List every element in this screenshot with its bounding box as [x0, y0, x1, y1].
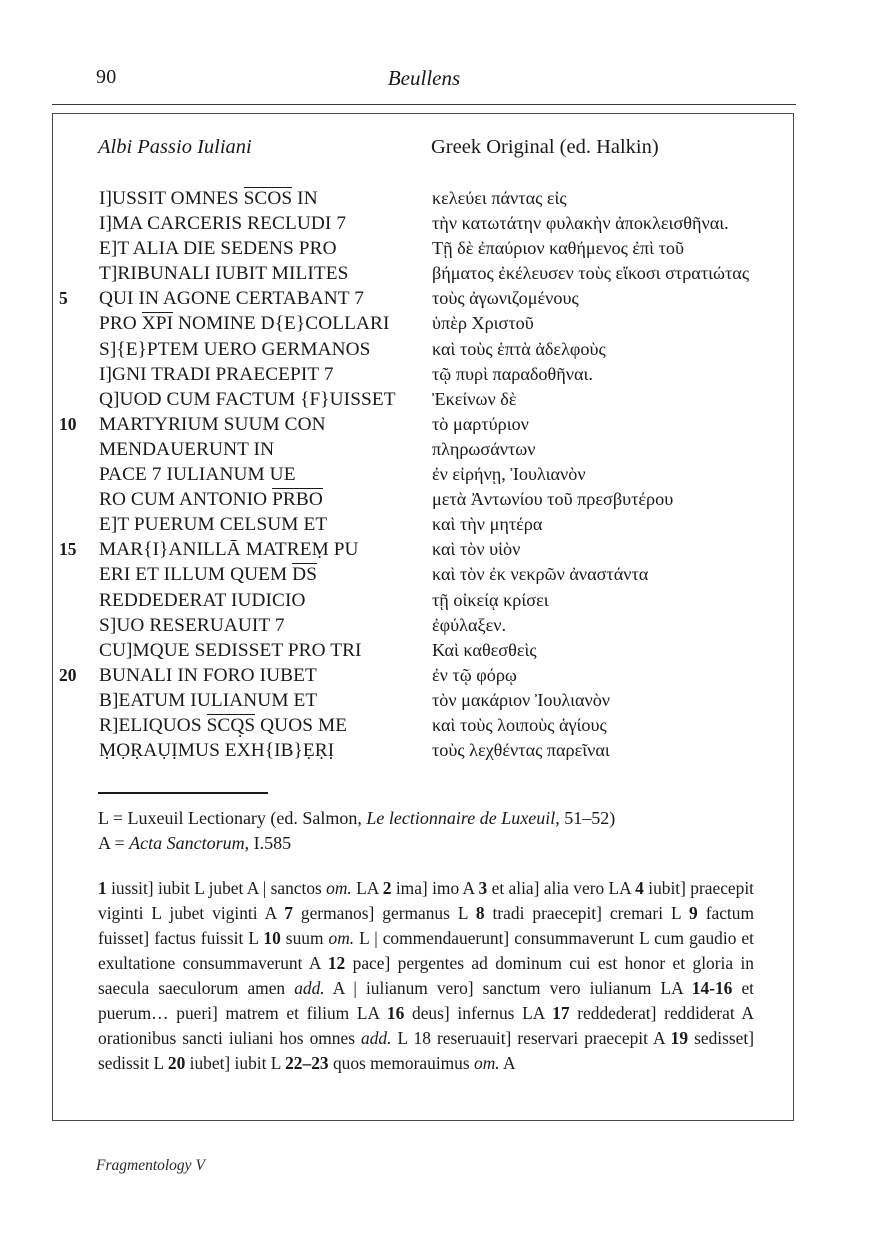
greek-line: τὸ μαρτύριον: [432, 413, 529, 434]
line-number: 10: [59, 413, 77, 434]
sigla-rule: [98, 792, 268, 794]
greek-line: Τῇ δὲ ἐπαύριον καθήμενος ἐπὶ τοῦ: [432, 238, 684, 259]
latin-line: MENDAUERUNT IN: [99, 438, 275, 460]
greek-line: Καὶ καθεσθεὶς: [432, 639, 537, 660]
latin-line: T]RIBUNALI IUBIT MILITES: [99, 263, 349, 285]
line-number: [53, 738, 99, 763]
greek-line: καὶ τοὺς ἑπτὰ ἀδελφοὺς: [432, 338, 606, 359]
line-number: [53, 311, 99, 336]
line-number: [53, 613, 99, 638]
text-line-row: [53, 588, 795, 613]
line-number: 20: [59, 664, 77, 685]
greek-line: καὶ τὴν μητέρα: [432, 514, 543, 535]
line-number: [53, 186, 99, 211]
latin-line: CU]MQUE SEDISSET PRO TRI: [99, 639, 362, 661]
sigla-item-L: L = Luxeuil Lectionary (ed. Salmon, Le lectionnaire de Luxeuil, 51–52): [98, 808, 616, 828]
line-number: [53, 487, 99, 512]
text-line-row: [53, 738, 795, 763]
line-number: [53, 588, 99, 613]
text-line-row: [53, 337, 795, 362]
latin-line: I]MA CARCERIS RECLUDI 7: [99, 213, 347, 235]
latin-line: PRO XPI NOMINE D{E}COLLARI: [99, 313, 390, 335]
line-number: [53, 562, 99, 587]
text-line-row: [53, 412, 795, 437]
latin-line: S]UO RESERUAUIT 7: [99, 614, 285, 636]
text-line-row: [53, 537, 795, 562]
latin-line: I]USSIT OMNES SCOS IN: [99, 188, 318, 209]
greek-line: μετὰ Ἀντωνίου τοῦ πρεσβυτέρου: [432, 489, 674, 510]
latin-column-heading: Albi Passio Iuliani: [98, 136, 252, 158]
critical-apparatus: 1 iussit] iubit L jubet A | sanctos om. LA 2 ima] imo A 3 et alia] alia vero LA 4 iubit] praecepit viginti L jubet viginti A 7 germanos] germanus L 8 tradi praecepit] cremari L 9 factum fuisset] factus fuissit L 10 suum om. L | commendauerunt] consummaverunt L cum gaudio et exultatione consummaverunt A 12 pace] pergentes ad dominum cui est honor et gloria in saecula saeculorum amen add. A | iulianum vero] sanctum vero iulianum LA 14-16 et puerum… pueri] matrem et filium LA 16 deus] infernus LA 17 reddederat] reddiderat A orationibus sancti iuliani hos omnes add. L 18 reseruauit] reservari praecepit A 19 sedisset] sedissit L 20 iubet] iubit L 22–23 quos memorauimus om. A: [98, 878, 755, 1073]
latin-line: E]T PUERUM CELSUM ET: [99, 514, 328, 536]
latin-line: B]EATUM IULIANUM ET: [99, 689, 318, 711]
line-number: [53, 362, 99, 387]
text-line-row: [53, 286, 795, 311]
latin-line: PACE 7 IULIANUM UE: [99, 464, 296, 486]
latin-line: ERI ET ILLUM QUEM DS: [99, 564, 318, 586]
greek-line: τῷ πυρὶ παραδοθῆναι.: [432, 363, 593, 384]
latin-line: I]GNI TRADI PRAECEPIT 7: [99, 363, 334, 385]
greek-line: τοὺς λεχθέντας παρεῖναι: [432, 740, 610, 761]
text-line-row: [53, 437, 795, 462]
text-line-row: [53, 512, 795, 537]
line-number: [53, 211, 99, 236]
line-number: [53, 638, 99, 663]
parallel-text-body: [53, 186, 795, 763]
text-line-row: [53, 613, 795, 638]
parallel-text: [53, 186, 795, 763]
text-line-row: [53, 311, 795, 336]
text-line-row: [53, 462, 795, 487]
line-number: [53, 713, 99, 738]
running-head-title: Beullens: [387, 66, 461, 90]
column-headings: [53, 136, 795, 166]
running-head-rule: [52, 104, 796, 105]
latin-line: REDDEDERAT IUDICIO: [99, 589, 306, 611]
text-line-row: [53, 713, 795, 738]
edition-frame: [52, 113, 794, 1121]
parallel-text-table: [53, 186, 795, 763]
greek-line: Ἐκείνων δὲ: [432, 388, 517, 409]
text-line-row: [53, 236, 795, 261]
line-number: [53, 437, 99, 462]
text-line-row: [53, 387, 795, 412]
latin-line: ṂỌṚAỤỊMUS EXH{IB}ẸṚỊ: [99, 740, 335, 762]
latin-line: QUI IN AGONE CERTABANT 7: [99, 288, 364, 310]
footer-journal-name: Fragmentology V: [96, 1157, 205, 1174]
latin-line: MAR{I}ANILLĀ MATREṂ PU: [99, 539, 359, 561]
text-line-row: [53, 638, 795, 663]
greek-line: τὸν μακάριον Ἰουλιανὸν: [432, 689, 611, 710]
text-line-row: [53, 663, 795, 688]
latin-line: S]{E}PTEM UERO GERMANOS: [99, 338, 371, 360]
greek-line: βήματος ἐκέλευσεν τοὺς εἴκοσι στρατιώτας: [432, 263, 750, 284]
greek-line: κελεύει πάντας εἰς: [432, 188, 567, 208]
sigla-item-A: A = Acta Sanctorum, I.585: [98, 833, 292, 853]
latin-line: E]T ALIA DIE SEDENS PRO: [99, 238, 337, 260]
line-number: 15: [59, 539, 77, 560]
line-number: [53, 688, 99, 713]
greek-line: καὶ τὸν ἐκ νεκρῶν ἀναστάντα: [432, 564, 649, 585]
greek-line: πληρωσάντων: [432, 438, 536, 459]
page-number: 90: [96, 66, 117, 88]
text-line-row: [53, 362, 795, 387]
line-number: [53, 236, 99, 261]
line-number: [53, 512, 99, 537]
line-number: 5: [59, 288, 68, 309]
greek-line: ἐν εἰρήνῃ, Ἰουλιανὸν: [432, 464, 586, 485]
greek-line: τῇ οἰκείᾳ κρίσει: [432, 589, 549, 610]
greek-line: ὑπὲρ Χριστοῦ: [432, 313, 534, 334]
latin-line: RO CUM ANTONIO PRBO: [99, 489, 323, 511]
greek-line: τὴν κατωτάτην φυλακὴν ἀποκλεισθῆναι.: [432, 213, 729, 234]
latin-line: R]ELIQUOS SCQ̣S QUOS ME: [99, 714, 348, 736]
text-line-row: [53, 186, 795, 211]
text-line-row: [53, 211, 795, 236]
greek-line: ἐφύλαξεν.: [432, 614, 507, 635]
text-line-row: [53, 562, 795, 587]
text-line-row: [53, 261, 795, 286]
greek-line: τοὺς ἀγωνιζομένους: [432, 288, 579, 309]
sigla-list: [98, 806, 758, 856]
line-number: [53, 387, 99, 412]
running-head: [52, 66, 796, 100]
greek-column-heading: Greek Original (ed. Halkin): [431, 136, 659, 158]
greek-line: καὶ τοὺς λοιποὺς ἁγίους: [432, 714, 607, 735]
latin-line: Q]UOD CUM FACTUM {F}UISSET: [99, 388, 396, 410]
line-number: [53, 261, 99, 286]
line-number: [53, 337, 99, 362]
latin-line: MARTYRIUM SUUM CON: [99, 413, 326, 435]
greek-line: καὶ τὸν υἱὸν: [432, 539, 521, 560]
text-line-row: [53, 487, 795, 512]
text-line-row: [53, 688, 795, 713]
greek-line: ἐν τῷ φόρῳ: [432, 664, 517, 685]
latin-line: BUNALI IN FORO IUBET: [99, 664, 317, 686]
line-number: [53, 462, 99, 487]
